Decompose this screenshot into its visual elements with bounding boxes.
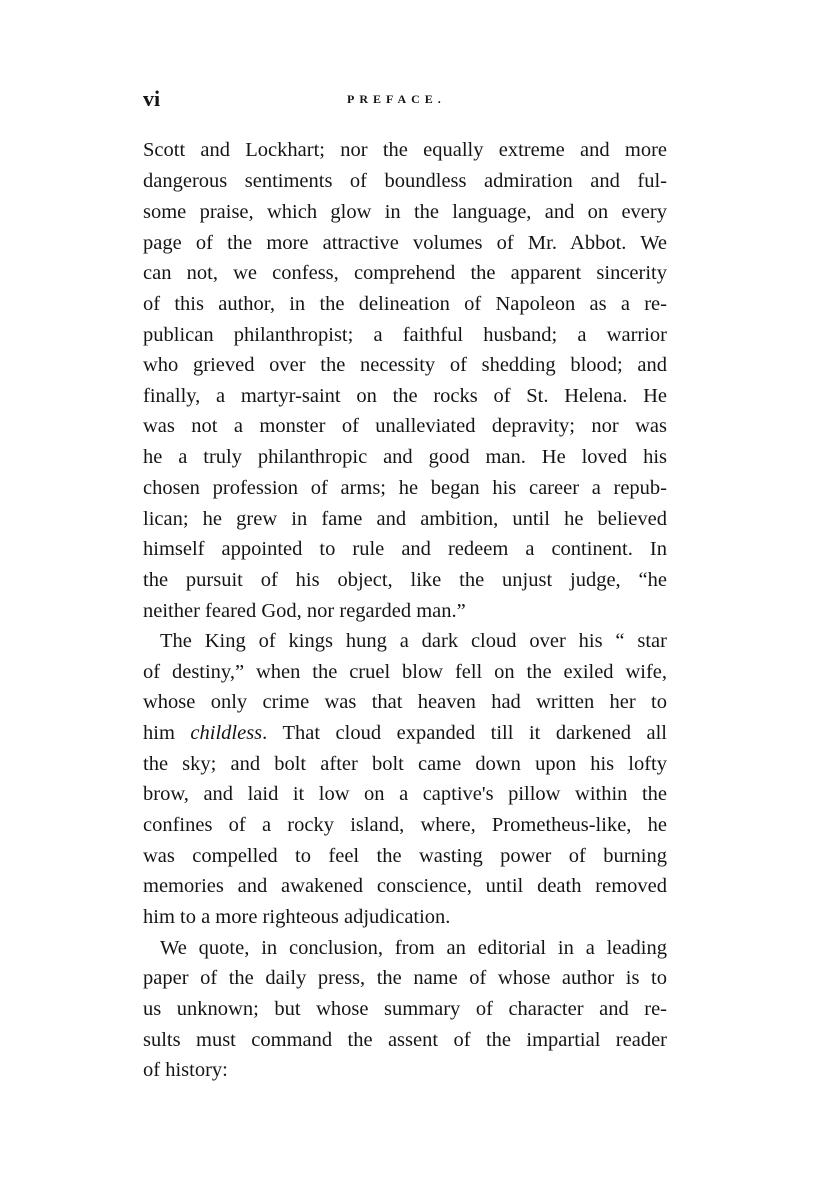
text-line: us unknown; but whose summary of character and re- <box>143 998 667 1020</box>
text-line: some praise, which glow in the language, and on every <box>143 201 667 223</box>
page-number: vi <box>143 86 161 111</box>
text-line: The King of kings hung a dark cloud over his “ star <box>160 630 667 652</box>
text-line: who grieved over the necessity of shedding blood; and <box>143 354 667 376</box>
text-line: the sky; and bolt after bolt came down upon his lofty <box>143 753 667 775</box>
text-line: confines of a rocky island, where, Prometheus-like, he <box>143 814 667 836</box>
running-head: PREFACE. <box>347 92 446 106</box>
text-line: he a truly philanthropic and good man. He loved his <box>143 446 667 468</box>
text-line: of destiny,” when the cruel blow fell on the exiled wife, <box>143 661 667 683</box>
text-fragment: him <box>143 722 191 744</box>
text-line: whose only crime was that heaven had written her to <box>143 691 667 713</box>
text-line: paper of the daily press, the name of whose author is to <box>143 967 667 989</box>
text-line: publican philanthropist; a faithful husband; a warrior <box>143 324 667 346</box>
page-header <box>143 86 667 116</box>
text-line: lican; he grew in fame and ambition, until he believed <box>143 508 667 530</box>
text-line: of this author, in the delineation of Napoleon as a re- <box>143 293 667 315</box>
text-line: of history: <box>143 1059 228 1081</box>
text-line: him to a more righteous adjudication. <box>143 906 451 928</box>
text-line: chosen profession of arms; he began his career a repub- <box>143 477 667 499</box>
text-line: dangerous sentiments of boundless admiration and ful- <box>143 170 667 192</box>
text-line: himself appointed to rule and redeem a continent. In <box>143 538 667 560</box>
italic-word: childless <box>190 722 263 744</box>
text-line: sults must command the assent of the impartial reader <box>143 1029 667 1051</box>
text-line: the pursuit of his object, like the unjust judge, “he <box>143 569 667 591</box>
text-line: neither feared God, nor regarded man.” <box>143 600 466 622</box>
text-fragment: . That cloud expanded till it darkened all <box>262 722 667 744</box>
text-line: memories and awakened conscience, until death removed <box>143 875 667 897</box>
text-line: was not a monster of unalleviated depravity; nor was <box>143 415 667 437</box>
text-line: page of the more attractive volumes of Mr. Abbot. We <box>143 232 667 254</box>
text-line: We quote, in conclusion, from an editorial in a leading <box>160 937 667 959</box>
text-line: was compelled to feel the wasting power of burning <box>143 845 667 867</box>
text-line: can not, we confess, comprehend the apparent sincerity <box>143 262 667 284</box>
text-line: finally, a martyr-saint on the rocks of St. Helena. He <box>143 385 667 407</box>
text-line: brow, and laid it low on a captive's pillow within the <box>143 783 667 805</box>
text-line-with-italic <box>143 718 667 749</box>
text-line: Scott and Lockhart; nor the equally extreme and more <box>143 139 667 161</box>
